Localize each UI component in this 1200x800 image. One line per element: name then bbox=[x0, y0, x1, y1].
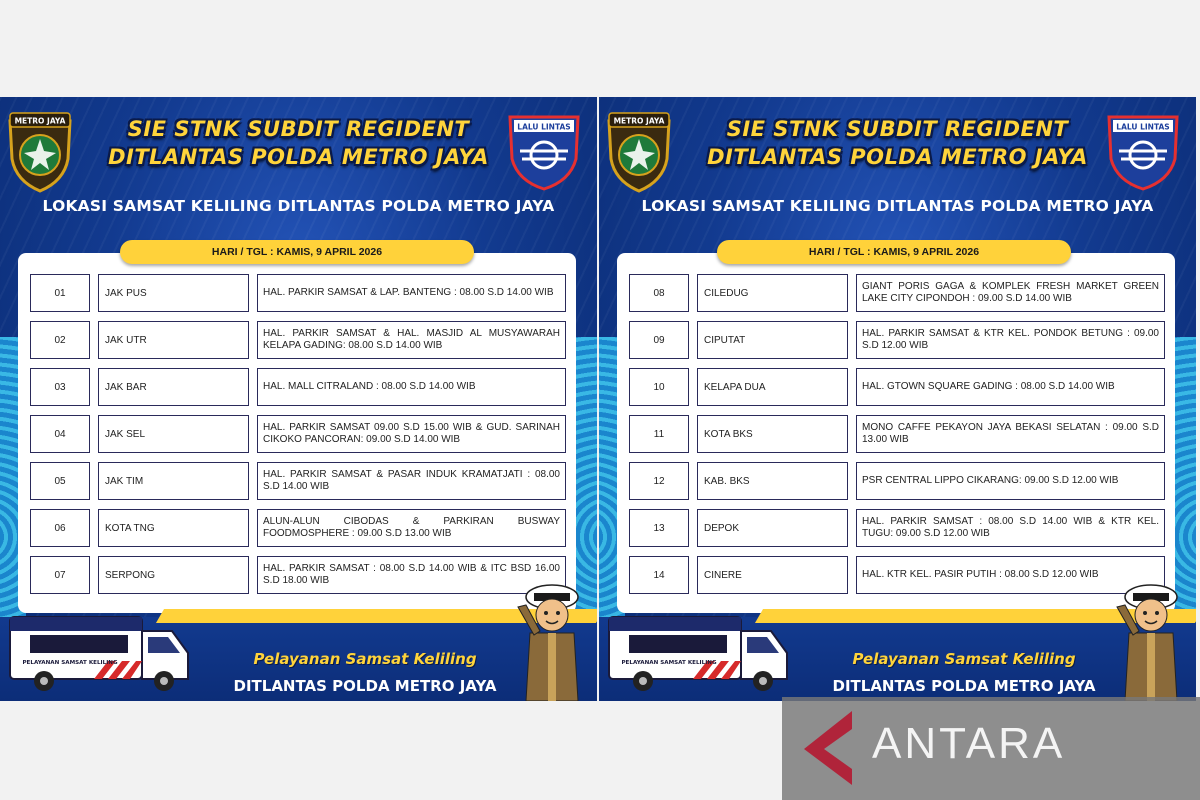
row-area: JAK SEL bbox=[98, 415, 249, 453]
row-area: JAK BAR bbox=[98, 368, 249, 406]
row-location: HAL. PARKIR SAMSAT : 08.00 S.D 14.00 WIB & KTR KEL. TUGU: 09.00 S.D 12.00 WIB bbox=[856, 509, 1165, 547]
poster-right bbox=[599, 97, 1196, 701]
row-number: 14 bbox=[629, 556, 689, 594]
table-row bbox=[629, 274, 1165, 314]
table-row bbox=[30, 462, 566, 502]
samsat-truck-icon bbox=[8, 609, 198, 697]
row-area: KAB. BKS bbox=[697, 462, 848, 500]
schedule-table bbox=[18, 253, 576, 613]
row-area: JAK TIM bbox=[98, 462, 249, 500]
row-location: HAL. PARKIR SAMSAT & LAP. BANTENG : 08.00 S.D 14.00 WIB bbox=[257, 274, 566, 312]
table-row bbox=[30, 321, 566, 361]
table-row bbox=[30, 415, 566, 455]
date-banner: HARI / TGL : KAMIS, 9 APRIL 2026 bbox=[717, 240, 1071, 264]
row-number: 12 bbox=[629, 462, 689, 500]
row-area: KOTA TNG bbox=[98, 509, 249, 547]
footer-service-title: Pelayanan Samsat Keliling bbox=[253, 650, 477, 668]
row-location: HAL. PARKIR SAMSAT & KTR KEL. PONDOK BETUNG : 09.00 S.D 12.00 WIB bbox=[856, 321, 1165, 359]
row-location: ALUN-ALUN CIBODAS & PARKIRAN BUSWAY FOODMOSPHERE : 09.00 S.D 13.00 WIB bbox=[257, 509, 566, 547]
table-row bbox=[629, 509, 1165, 549]
svg-text:LALU LINTAS: LALU LINTAS bbox=[1116, 122, 1170, 132]
svg-text:METRO JAYA: METRO JAYA bbox=[14, 116, 66, 126]
row-number: 02 bbox=[30, 321, 90, 359]
table-row bbox=[629, 556, 1165, 596]
svg-text:METRO JAYA: METRO JAYA bbox=[613, 116, 665, 126]
row-number: 05 bbox=[30, 462, 90, 500]
table-row bbox=[629, 462, 1165, 502]
table-row bbox=[30, 274, 566, 314]
antara-wordmark: ANTARA bbox=[872, 719, 1066, 768]
poster-subtitle: LOKASI SAMSAT KELILING DITLANTAS POLDA METRO JAYA bbox=[641, 197, 1154, 215]
row-area: CILEDUG bbox=[697, 274, 848, 312]
row-location: HAL. PARKIR SAMSAT & HAL. MASJID AL MUSYAWARAH KELAPA GADING: 08.00 S.D 14.00 WIB bbox=[257, 321, 566, 359]
row-location: HAL. PARKIR SAMSAT 09.00 S.D 15.00 WIB & GUD. SARINAH CIKOKO PANCORAN: 09.00 S.D 14.00 WIB bbox=[257, 415, 566, 453]
table-row bbox=[30, 509, 566, 549]
row-area: KOTA BKS bbox=[697, 415, 848, 453]
footer-service-title: Pelayanan Samsat Keliling bbox=[852, 650, 1076, 668]
row-location: PSR CENTRAL LIPPO CIKARANG: 09.00 S.D 12.00 WIB bbox=[856, 462, 1165, 500]
footer-org-title: DITLANTAS POLDA METRO JAYA bbox=[832, 677, 1096, 695]
row-number: 09 bbox=[629, 321, 689, 359]
row-area: SERPONG bbox=[98, 556, 249, 594]
poster-left bbox=[0, 97, 597, 701]
samsat-truck-icon bbox=[607, 609, 797, 697]
row-location: MONO CAFFE PEKAYON JAYA BEKASI SELATAN : 09.00 S.D 13.00 WIB bbox=[856, 415, 1165, 453]
row-area: CINERE bbox=[697, 556, 848, 594]
poster-title-line1: SIE STNK SUBDIT REGIDENT bbox=[726, 117, 1069, 141]
row-number: 07 bbox=[30, 556, 90, 594]
row-location: HAL. PARKIR SAMSAT : 08.00 S.D 14.00 WIB & ITC BSD 16.00 S.D 18.00 WIB bbox=[257, 556, 566, 594]
row-area: KELAPA DUA bbox=[697, 368, 848, 406]
row-number: 11 bbox=[629, 415, 689, 453]
schedule-table bbox=[617, 253, 1175, 613]
row-location: HAL. GTOWN SQUARE GADING : 08.00 S.D 14.00 WIB bbox=[856, 368, 1165, 406]
row-number: 10 bbox=[629, 368, 689, 406]
row-number: 08 bbox=[629, 274, 689, 312]
antara-logo-icon bbox=[794, 707, 870, 787]
row-location: HAL. PARKIR SAMSAT & PASAR INDUK KRAMATJATI : 08.00 S.D 14.00 WIB bbox=[257, 462, 566, 500]
row-location: HAL. MALL CITRALAND : 08.00 S.D 14.00 WIB bbox=[257, 368, 566, 406]
row-number: 13 bbox=[629, 509, 689, 547]
row-number: 04 bbox=[30, 415, 90, 453]
lalu-lintas-badge-icon bbox=[1103, 111, 1183, 191]
table-row bbox=[629, 415, 1165, 455]
poster-title-line1: SIE STNK SUBDIT REGIDENT bbox=[127, 117, 470, 141]
table-row bbox=[30, 556, 566, 596]
svg-text:PELAYANAN SAMSAT KELILING: PELAYANAN SAMSAT KELILING bbox=[22, 660, 118, 666]
svg-text:LALU LINTAS: LALU LINTAS bbox=[517, 122, 571, 132]
lalu-lintas-badge-icon bbox=[504, 111, 584, 191]
svg-text:PELAYANAN SAMSAT KELILING: PELAYANAN SAMSAT KELILING bbox=[621, 660, 717, 666]
row-area: JAK UTR bbox=[98, 321, 249, 359]
row-area: CIPUTAT bbox=[697, 321, 848, 359]
antara-watermark bbox=[782, 697, 1200, 800]
row-location: HAL. KTR KEL. PASIR PUTIH : 08.00 S.D 12.00 WIB bbox=[856, 556, 1165, 594]
poster-title-line2: DITLANTAS POLDA METRO JAYA bbox=[707, 145, 1088, 169]
date-banner: HARI / TGL : KAMIS, 9 APRIL 2026 bbox=[120, 240, 474, 264]
row-number: 01 bbox=[30, 274, 90, 312]
row-number: 03 bbox=[30, 368, 90, 406]
row-area: JAK PUS bbox=[98, 274, 249, 312]
footer-org-title: DITLANTAS POLDA METRO JAYA bbox=[233, 677, 497, 695]
poster-title-line2: DITLANTAS POLDA METRO JAYA bbox=[108, 145, 489, 169]
row-location: GIANT PORIS GAGA & KOMPLEK FRESH MARKET GREEN LAKE CITY CIPONDOH : 09.00 S.D 14.00 WIB bbox=[856, 274, 1165, 312]
poster-subtitle: LOKASI SAMSAT KELILING DITLANTAS POLDA METRO JAYA bbox=[42, 197, 555, 215]
row-area: DEPOK bbox=[697, 509, 848, 547]
table-row bbox=[629, 368, 1165, 408]
table-row bbox=[629, 321, 1165, 361]
table-row bbox=[30, 368, 566, 408]
row-number: 06 bbox=[30, 509, 90, 547]
